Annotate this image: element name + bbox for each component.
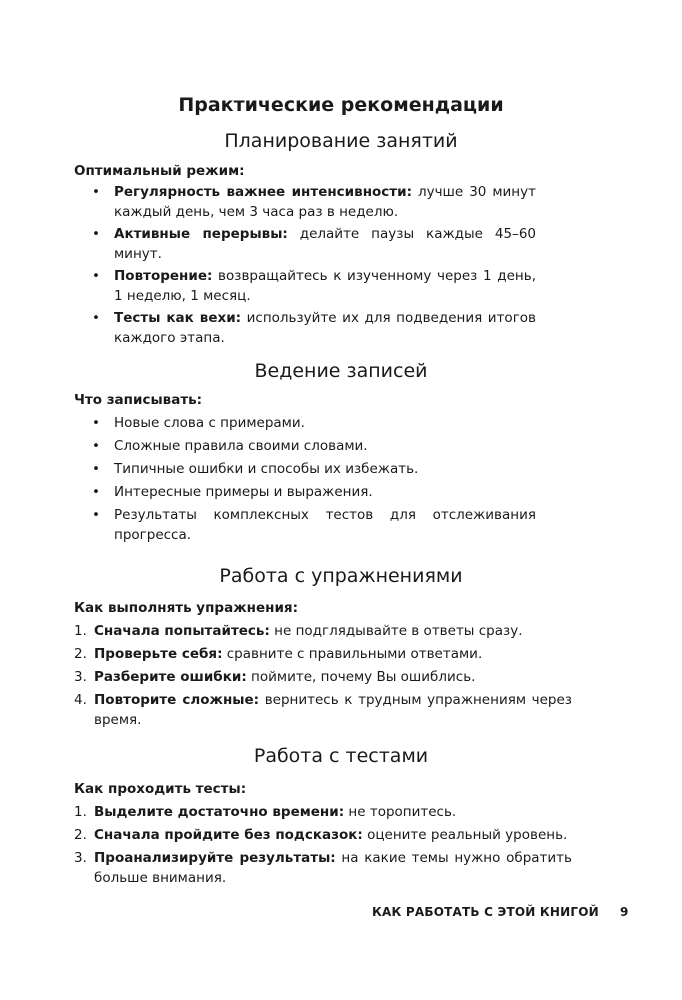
list-number: 1. <box>74 623 87 639</box>
list-item-text: используйте их для подведения итогов каждого этапа. <box>114 310 536 346</box>
running-footer-title: КАК РАБОТАТЬ С ЭТОЙ КНИГОЙ <box>372 905 599 919</box>
list-number: 2. <box>74 827 87 843</box>
list-item-text: Типичные ошибки и способы их избежать. <box>114 461 419 477</box>
list-number: 4. <box>74 692 87 708</box>
list-item-bold: Сначала пройдите без подсказок: <box>94 827 363 843</box>
bullet-marker: • <box>92 507 100 523</box>
list-item <box>74 224 536 264</box>
list-item <box>74 644 572 664</box>
list-number: 2. <box>74 646 87 662</box>
section-heading-notes: Ведение записей <box>254 360 428 382</box>
section-heading-tests: Работа с тестами <box>253 745 429 767</box>
list-item-text: возвращайтесь к изученному через 1 день, 1 неделю, 1 месяц. <box>114 268 536 304</box>
list-item <box>74 436 536 456</box>
list-item-text: сравните с правильными ответами. <box>222 646 483 662</box>
list-item-bold: Разберите ошибки: <box>94 669 247 685</box>
list-item-bold: Сначала попытайтесь: <box>94 623 270 639</box>
list-item <box>74 505 536 545</box>
list-item-text: Интересные примеры и выражения. <box>114 484 373 500</box>
list-item <box>74 667 572 687</box>
list-item <box>74 848 572 888</box>
bullet-marker: • <box>92 484 100 500</box>
list-item-bold: Повторите сложные: <box>94 692 260 708</box>
section-label-how-to-test: Как проходить тесты: <box>74 781 247 797</box>
section-label-how-to-exercise: Как выполнять упражнения: <box>74 600 298 616</box>
list-item <box>74 413 536 433</box>
bullet-marker: • <box>92 415 100 431</box>
list-item <box>74 182 536 222</box>
list-number: 1. <box>74 804 87 820</box>
page-title: Практические рекомендации <box>178 94 504 116</box>
list-item <box>74 459 536 479</box>
list-item-bold: Тесты как вехи: <box>114 310 242 326</box>
list-item-text: оцените реальный уровень. <box>362 827 568 843</box>
list-item-text: Новые слова с примерами. <box>114 415 305 431</box>
list-item-bold: Проверьте себя: <box>94 646 223 662</box>
list-item-text: лучше 30 минут каждый день, чем 3 часа раз в неделю. <box>114 184 536 220</box>
bullet-marker: • <box>92 184 100 200</box>
numbered-list-exercises <box>74 621 572 730</box>
list-item <box>74 690 572 730</box>
bullet-marker: • <box>92 461 100 477</box>
bullet-list-planning <box>74 182 536 348</box>
list-item <box>74 266 536 306</box>
list-item-text: Результаты комплексных тестов для отслеживания прогресса. <box>114 507 536 543</box>
list-item-text: поймите, почему Вы ошиблись. <box>246 669 476 685</box>
list-item-bold: Активные перерывы: <box>114 226 288 242</box>
list-number: 3. <box>74 669 87 685</box>
list-item-text: Сложные правила своими словами. <box>114 438 368 454</box>
list-number: 3. <box>74 850 87 866</box>
list-item <box>74 802 572 822</box>
bullet-marker: • <box>92 268 100 284</box>
page-number: 9 <box>620 905 629 919</box>
bullet-marker: • <box>92 438 100 454</box>
bullet-list-notes <box>74 413 536 545</box>
bullet-marker: • <box>92 310 100 326</box>
section-label-what-to-write: Что записывать: <box>74 392 203 408</box>
list-item-bold: Регулярность важнее интенсивности: <box>114 184 412 200</box>
bullet-marker: • <box>92 226 100 242</box>
list-item <box>74 825 572 845</box>
list-item-text: не торопитесь. <box>344 804 457 820</box>
numbered-list-tests <box>74 802 572 888</box>
list-item-text: не подглядывайте в ответы сразу. <box>269 623 523 639</box>
list-item-bold: Проанализируйте результаты: <box>94 850 336 866</box>
list-item-bold: Повторение: <box>114 268 213 284</box>
list-item-text: вернитесь к трудным упражнениям через время. <box>94 692 572 728</box>
section-label-optimal-mode: Оптимальный режим: <box>74 163 245 179</box>
list-item-text: на какие темы нужно обратить больше внимания. <box>94 850 572 886</box>
list-item-text: делайте паузы каждые 45–60 минут. <box>114 226 536 262</box>
list-item <box>74 621 572 641</box>
list-item <box>74 482 536 502</box>
section-heading-planning: Планирование занятий <box>224 130 458 152</box>
list-item-bold: Выделите достаточно времени: <box>94 804 345 820</box>
section-heading-exercises: Работа с упражнениями <box>219 565 463 587</box>
list-item <box>74 308 536 348</box>
